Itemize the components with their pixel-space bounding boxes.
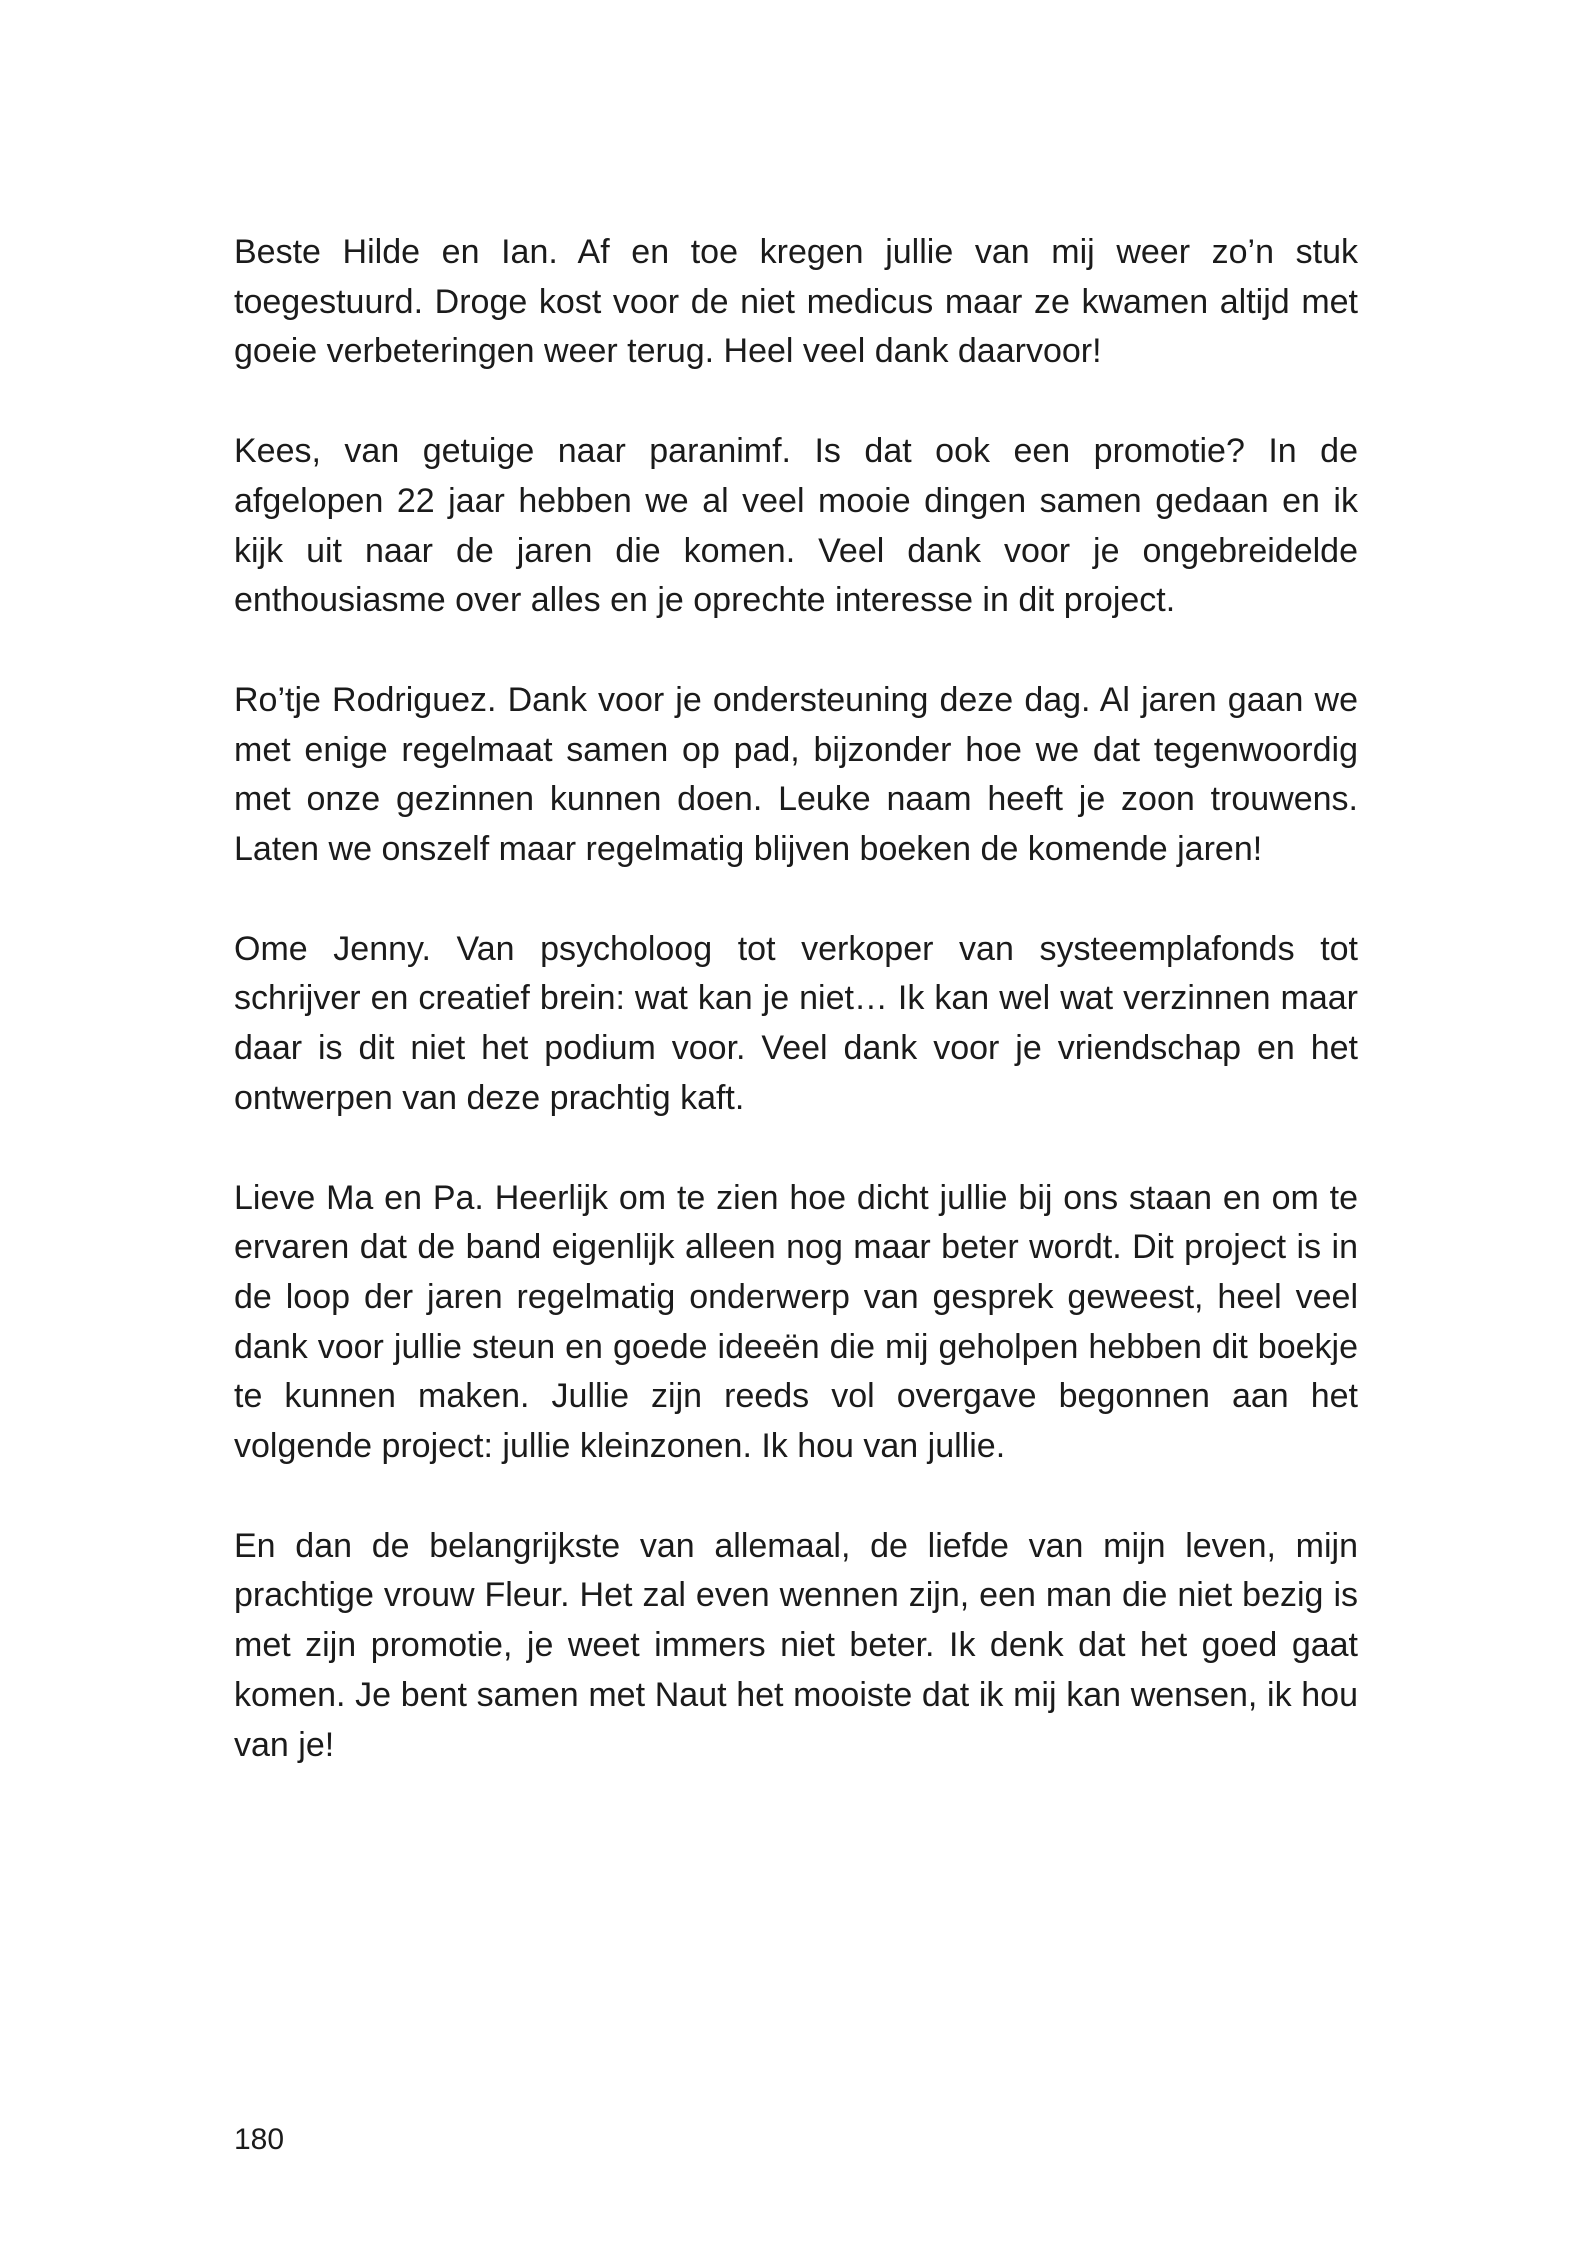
paragraph-ome-jenny: Ome Jenny. Van psycholoog tot verkoper van systeemplafonds tot schrijver en creatief brein: wat kan je niet… Ik kan wel wat verzinnen maar daar is dit niet het podium voor. Veel dank voor je vriendschap en het ontwerpen van deze prachtig kaft. xyxy=(234,929,1358,1117)
paragraph-ma-pa: Lieve Ma en Pa. Heerlijk om te zien hoe dicht jullie bij ons staan en om te ervaren dat de band eigenlijk alleen nog maar beter wordt. Dit project is in de loop der jaren regelmatig onderwerp van gesprek geweest, heel veel dank voor jullie steun en goede ideeën die mij geholpen hebben dit boekje te kunnen maken. Jullie zijn reeds vol overgave begonnen aan het volgende project: jullie kleinzonen. Ik hou van jullie. xyxy=(234,1178,1358,1466)
acknowledgements-text xyxy=(234,228,1358,1820)
page-number: 180 xyxy=(234,2123,285,2156)
paragraph-hilde-ian: Beste Hilde en Ian. Af en toe kregen jullie van mij weer zo’n stuk toegestuurd. Droge kost voor de niet medicus maar ze kwamen altijd met goeie verbeteringen weer terug. Heel veel dank daarvoor! xyxy=(234,233,1358,371)
paragraph-kees: Kees, van getuige naar paranimf. Is dat ook een promotie? In de afgelopen 22 jaar hebben we al veel mooie dingen samen gedaan en ik kijk uit naar de jaren die komen. Veel dank voor je ongebreidelde enthousiasme over alles en je oprechte interesse in dit project. xyxy=(234,432,1358,620)
paragraph-fleur: En dan de belangrijkste van allemaal, de liefde van mijn leven, mijn prachtige vrouw Fleur. Het zal even wennen zijn, een man die niet bezig is met zijn promotie, je weet immers niet beter. Ik denk dat het goed gaat komen. Je bent samen met Naut het mooiste dat ik mij kan wensen, ik hou van je! xyxy=(234,1526,1358,1764)
paragraph-rotje: Ro’tje Rodriguez. Dank voor je ondersteuning deze dag. Al jaren gaan we met enige regelmaat samen op pad, bijzonder hoe we dat tegenwoordig met onze gezinnen kunnen doen. Leuke naam heeft je zoon trouwens. Laten we onszelf maar regelmatig blijven boeken de komende jaren! xyxy=(234,680,1358,869)
